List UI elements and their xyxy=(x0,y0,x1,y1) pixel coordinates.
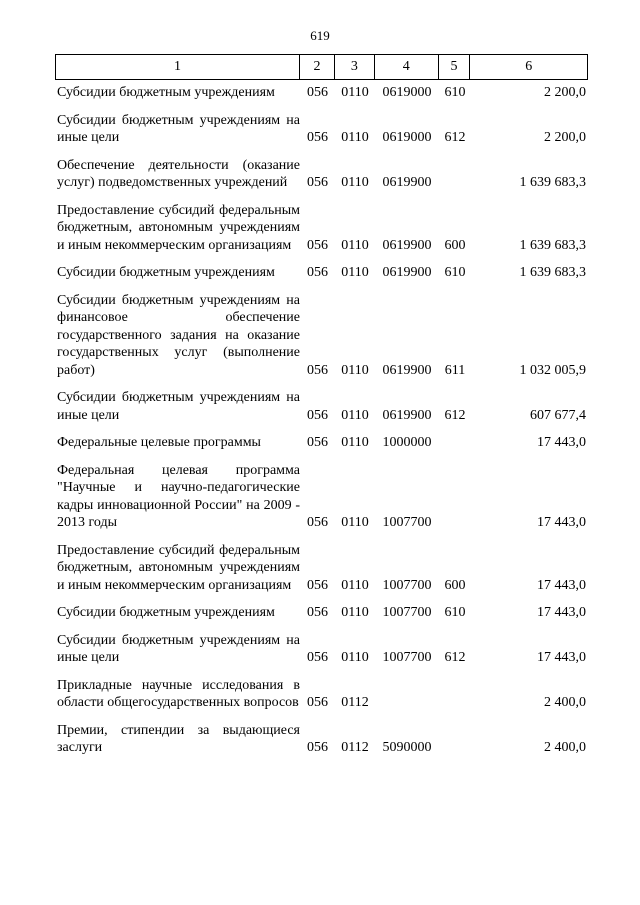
row-name: Обеспечение деятельности (оказание услуг) подведомственных учреждений xyxy=(57,157,300,190)
row-name: Субсидии бюджетным учреждениям xyxy=(57,85,275,100)
table-row xyxy=(55,542,588,595)
row-code-4: 0619900 xyxy=(382,175,432,190)
table-row xyxy=(55,112,588,147)
row-code-2: 056 xyxy=(307,237,328,253)
table-header xyxy=(55,54,588,80)
row-code-4: 5090000 xyxy=(382,740,432,755)
row-code-2: 056 xyxy=(307,130,328,145)
row-code-2: 056 xyxy=(307,740,328,755)
row-code-5: 610 xyxy=(444,85,466,100)
row-name: Субсидии бюджетным учреждениям на иные цели xyxy=(57,390,300,423)
row-code-2: 056 xyxy=(307,435,328,450)
table-row xyxy=(55,462,588,532)
row-code-2: 056 xyxy=(307,650,328,665)
row-code-5: 612 xyxy=(444,407,466,423)
table-row xyxy=(55,84,588,102)
row-amount: 2 200,0 xyxy=(544,130,586,145)
row-amount: 1 639 683,3 xyxy=(519,265,586,280)
row-code-3: 0110 xyxy=(341,577,369,593)
row-name: Субсидии бюджетным учреждениям xyxy=(57,265,275,280)
row-code-5: 612 xyxy=(444,650,466,665)
table-row xyxy=(55,677,588,712)
table-row xyxy=(55,292,588,380)
table-row xyxy=(55,264,588,282)
row-code-3: 0110 xyxy=(341,650,369,665)
row-code-4: 1000000 xyxy=(382,435,432,450)
row-code-3: 0110 xyxy=(341,407,369,423)
row-code-4: 0619900 xyxy=(382,362,432,378)
row-code-2: 056 xyxy=(307,515,328,530)
table-row xyxy=(55,434,588,452)
row-name: Субсидии бюджетным учреждениям на иные цели xyxy=(57,112,300,145)
table-row xyxy=(55,157,588,192)
header-col-4: 4 xyxy=(375,55,439,79)
table-row xyxy=(55,202,588,255)
table-body xyxy=(55,80,588,757)
page-number: 619 xyxy=(310,28,330,43)
row-name: Субсидии бюджетным учреждениям xyxy=(57,605,275,620)
row-code-4: 0619900 xyxy=(382,265,432,280)
row-code-4: 1007700 xyxy=(382,650,432,665)
row-code-2: 056 xyxy=(307,85,328,100)
row-code-4: 0619000 xyxy=(382,85,432,100)
header-col-6: 6 xyxy=(525,59,533,74)
row-amount: 2 200,0 xyxy=(544,85,586,100)
row-code-3: 0110 xyxy=(341,130,369,145)
header-col-2: 2 xyxy=(300,55,335,79)
row-name: Предоставление субсидий федеральным бюджетным, автономным учреждениям и иным некоммерческим организациям xyxy=(57,202,300,253)
row-name: Федеральные целевые программы xyxy=(57,435,261,450)
row-code-2: 056 xyxy=(307,265,328,280)
row-code-2: 056 xyxy=(307,175,328,190)
row-amount: 607 677,4 xyxy=(530,407,586,423)
row-amount: 1 639 683,3 xyxy=(519,237,586,253)
row-amount: 1 032 005,9 xyxy=(519,362,586,378)
table-row xyxy=(55,632,588,667)
row-code-2: 056 xyxy=(307,577,328,593)
row-code-5: 600 xyxy=(444,237,466,253)
row-amount: 1 639 683,3 xyxy=(519,175,586,190)
row-code-3: 0110 xyxy=(341,85,369,100)
row-code-5: 610 xyxy=(444,265,466,280)
row-code-3: 0110 xyxy=(341,265,369,280)
table-row xyxy=(55,722,588,757)
table-row xyxy=(55,389,588,424)
row-code-5: 600 xyxy=(444,577,466,593)
row-name: Предоставление субсидий федеральным бюджетным, автономным учреждениям и иным некоммерческим организациям xyxy=(57,542,300,593)
row-code-3: 0110 xyxy=(341,435,369,450)
budget-table xyxy=(55,54,588,767)
row-name: Субсидии бюджетным учреждениям на финансовое обеспечение государственного задания на оказание государственных услуг (выполнение работ) xyxy=(57,292,300,378)
header-col-1: 1 xyxy=(56,55,300,79)
row-code-4: 0619900 xyxy=(382,237,432,253)
row-code-5: 612 xyxy=(444,130,466,145)
header-col-3: 3 xyxy=(335,55,375,79)
row-amount: 17 443,0 xyxy=(537,650,586,665)
row-code-4: 1007700 xyxy=(382,577,432,593)
row-amount: 17 443,0 xyxy=(537,577,586,593)
row-name: Федеральная целевая программа "Научные и научно-педагогические кадры инновационной России" на 2009 - 2013 годы xyxy=(57,462,300,530)
row-code-3: 0110 xyxy=(341,515,369,530)
row-code-2: 056 xyxy=(307,362,328,378)
row-code-5: 610 xyxy=(444,605,466,620)
row-code-4: 1007700 xyxy=(382,515,432,530)
row-amount: 17 443,0 xyxy=(537,515,586,530)
row-name: Субсидии бюджетным учреждениям на иные цели xyxy=(57,632,300,665)
row-amount: 17 443,0 xyxy=(537,605,586,620)
row-amount: 2 400,0 xyxy=(544,740,586,755)
row-name: Премии, стипендии за выдающиеся заслуги xyxy=(57,722,300,755)
row-code-4: 0619900 xyxy=(382,407,432,423)
row-code-3: 0110 xyxy=(341,605,369,620)
row-amount: 2 400,0 xyxy=(544,695,586,710)
row-code-5: 611 xyxy=(444,362,466,378)
row-name: Прикладные научные исследования в области общегосударственных вопросов xyxy=(57,677,300,710)
row-amount: 17 443,0 xyxy=(537,435,586,450)
row-code-3: 0110 xyxy=(341,237,369,253)
row-code-4: 0619000 xyxy=(382,130,432,145)
table-row xyxy=(55,604,588,622)
row-code-3: 0110 xyxy=(341,175,369,190)
header-col-5: 5 xyxy=(439,55,471,79)
row-code-2: 056 xyxy=(307,407,328,423)
row-code-4: 1007700 xyxy=(382,605,432,620)
row-code-3: 0112 xyxy=(341,740,369,755)
row-code-2: 056 xyxy=(307,695,328,710)
row-code-2: 056 xyxy=(307,605,328,620)
row-code-3: 0112 xyxy=(341,695,369,710)
row-code-3: 0110 xyxy=(341,362,369,378)
